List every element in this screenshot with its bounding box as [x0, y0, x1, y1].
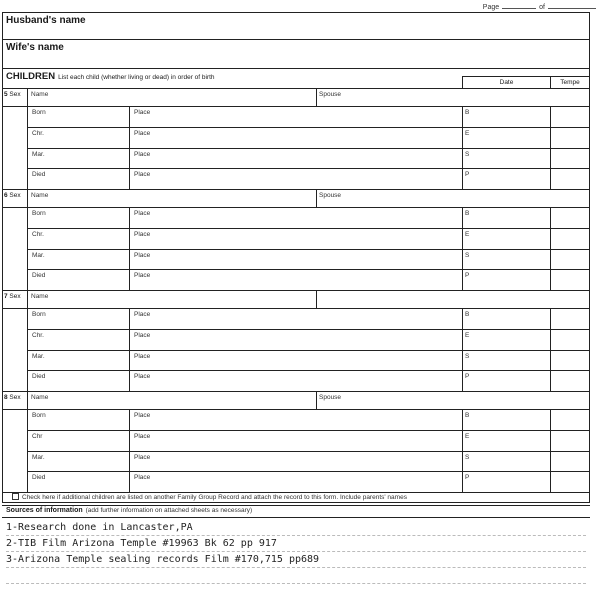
date-divider: [462, 208, 463, 229]
event-label: Born: [32, 109, 46, 116]
event-row-died[interactable]: [27, 169, 589, 190]
temple-code: B: [465, 311, 470, 318]
child-block-8: [3, 392, 589, 493]
page-label: Page: [482, 4, 500, 11]
event-row-mar[interactable]: [27, 351, 589, 372]
tempe-divider: [550, 431, 551, 452]
spouse-label: Spouse: [319, 91, 342, 98]
date-divider: [462, 472, 463, 493]
spouse-label: Spouse: [319, 394, 342, 401]
date-divider: [462, 229, 463, 250]
place-label: Place: [134, 251, 151, 259]
place-divider: [129, 431, 130, 452]
spouse-divider: [316, 291, 317, 309]
place-divider: [129, 149, 130, 170]
temple-code: P: [465, 171, 470, 179]
place-divider: [129, 250, 130, 271]
tempe-divider: [550, 250, 551, 271]
temple-code: S: [465, 453, 470, 461]
temple-code: B: [465, 210, 470, 217]
page-number-field[interactable]: [502, 1, 536, 9]
temple-code: S: [465, 352, 470, 360]
date-divider: [462, 149, 463, 170]
event-label: Chr: [32, 432, 43, 440]
place-label: Place: [134, 373, 151, 381]
event-row-born[interactable]: [27, 410, 589, 431]
place-divider: [129, 107, 130, 128]
place-label: Place: [134, 230, 151, 238]
tempe-divider: [550, 309, 551, 330]
event-label: Died: [32, 171, 46, 179]
tempe-divider: [550, 229, 551, 250]
event-label: Mar.: [32, 352, 45, 360]
date-divider: [462, 309, 463, 330]
event-row-chr[interactable]: [27, 431, 589, 452]
place-label: Place: [134, 453, 151, 461]
child-number-value: 5: [4, 91, 8, 98]
sex-label: Sex: [7, 293, 21, 300]
event-row-born[interactable]: [27, 309, 589, 330]
date-divider: [462, 169, 463, 190]
name-label: Name: [31, 293, 49, 300]
place-divider: [129, 208, 130, 229]
place-divider: [129, 351, 130, 372]
spouse-divider: [316, 392, 317, 410]
husband-row[interactable]: [3, 13, 589, 40]
place-label: Place: [134, 272, 151, 280]
children-instructions: List each child (whether living or dead) in order of birth: [58, 74, 215, 81]
name-label: Name: [31, 394, 49, 401]
date-divider: [462, 431, 463, 452]
tempe-divider: [550, 208, 551, 229]
children-label: CHILDREN: [6, 71, 56, 82]
tempe-divider: [550, 472, 551, 493]
place-label: Place: [134, 171, 151, 179]
event-row-mar[interactable]: [27, 250, 589, 271]
temple-code: E: [465, 331, 470, 339]
date-divider: [462, 330, 463, 351]
tempe-divider: [550, 452, 551, 473]
event-row-died[interactable]: [27, 270, 589, 291]
event-label: Died: [32, 272, 46, 280]
event-row-died[interactable]: [27, 371, 589, 392]
tempe-divider: [550, 351, 551, 372]
page-total-field[interactable]: [548, 1, 596, 9]
temple-code: S: [465, 251, 470, 259]
source-line[interactable]: 3-Arizona Temple sealing records Film #170,715 pp689: [6, 553, 586, 568]
temple-code: E: [465, 230, 470, 238]
event-row-mar[interactable]: [27, 149, 589, 170]
additional-children-checkbox[interactable]: [12, 493, 19, 500]
event-row-chr[interactable]: [27, 330, 589, 351]
event-row-chr[interactable]: [27, 229, 589, 250]
place-divider: [129, 309, 130, 330]
sources-instructions: (add further information on attached sheets as necessary): [85, 507, 253, 514]
temple-code: B: [465, 109, 470, 116]
of-label: of: [539, 4, 545, 11]
check-note-text: Check here if additional children are listed on another Family Group Record and attach the record to this form. Include parents' names: [22, 494, 407, 501]
sources-header: [2, 505, 590, 518]
place-label: Place: [134, 474, 151, 482]
place-divider: [129, 371, 130, 392]
child-name-row[interactable]: [3, 392, 589, 410]
event-label: Mar.: [32, 251, 45, 259]
place-label: Place: [134, 109, 151, 116]
place-divider: [129, 330, 130, 351]
temple-code: E: [465, 432, 470, 440]
children-title: [6, 71, 215, 82]
tempe-divider: [550, 270, 551, 291]
event-label: Born: [32, 311, 46, 318]
event-label: Died: [32, 474, 46, 482]
sex-label: Sex: [7, 91, 21, 98]
date-divider: [462, 452, 463, 473]
page-number-line: [483, 1, 596, 11]
spouse-divider: [316, 190, 317, 208]
child-name-row[interactable]: [3, 190, 589, 208]
place-divider: [129, 229, 130, 250]
tempe-column-header: Tempe: [550, 76, 589, 89]
child-number-value: 6: [4, 192, 8, 199]
tempe-divider: [550, 169, 551, 190]
date-divider: [462, 270, 463, 291]
family-group-form: [2, 12, 590, 503]
wife-row[interactable]: [3, 40, 589, 69]
tempe-divider: [550, 149, 551, 170]
child-name-row[interactable]: [3, 291, 589, 309]
temple-code: P: [465, 272, 470, 280]
place-label: Place: [134, 210, 151, 217]
temple-code: P: [465, 373, 470, 381]
source-line[interactable]: 1-Research done in Lancaster,PA: [6, 521, 586, 536]
place-label: Place: [134, 311, 151, 318]
name-label: Name: [31, 91, 49, 98]
event-label: Mar.: [32, 150, 45, 158]
date-divider: [462, 128, 463, 149]
tempe-divider: [550, 128, 551, 149]
place-label: Place: [134, 331, 151, 339]
place-label: Place: [134, 412, 151, 419]
child-number-value: 8: [4, 394, 8, 401]
event-row-born[interactable]: [27, 107, 589, 128]
tempe-divider: [550, 371, 551, 392]
husband-name-label: Husband's name: [6, 15, 86, 26]
temple-code: P: [465, 474, 470, 482]
event-label: Born: [32, 210, 46, 217]
sex-label: Sex: [7, 394, 21, 401]
place-divider: [129, 410, 130, 431]
date-divider: [462, 107, 463, 128]
temple-code: B: [465, 412, 470, 419]
children-header: [3, 69, 589, 89]
event-label: Chr.: [32, 230, 44, 238]
date-divider: [462, 410, 463, 431]
event-label: Chr.: [32, 129, 44, 137]
place-label: Place: [134, 150, 151, 158]
temple-code: S: [465, 150, 470, 158]
source-line[interactable]: 2-TIB Film Arizona Temple #19963 Bk 62 pp 917: [6, 537, 586, 552]
spouse-label: Spouse: [319, 192, 342, 199]
child-block-5: [3, 89, 589, 190]
event-row-died[interactable]: [27, 472, 589, 493]
tempe-divider: [550, 410, 551, 431]
additional-children-note: [12, 493, 407, 501]
place-divider: [129, 169, 130, 190]
place-label: Place: [134, 352, 151, 360]
child-number-value: 7: [4, 293, 8, 300]
event-row-mar[interactable]: [27, 452, 589, 473]
tempe-divider: [550, 330, 551, 351]
event-label: Died: [32, 373, 46, 381]
sex-label: Sex: [7, 192, 21, 199]
wife-name-label: Wife's name: [6, 42, 64, 53]
place-divider: [129, 128, 130, 149]
spouse-divider: [316, 89, 317, 107]
event-label: Mar.: [32, 453, 45, 461]
place-divider: [129, 270, 130, 291]
sources-label: Sources of information: [6, 507, 83, 514]
date-divider: [462, 351, 463, 372]
event-row-chr[interactable]: [27, 128, 589, 149]
tempe-divider: [550, 107, 551, 128]
place-label: Place: [134, 432, 151, 440]
place-divider: [129, 452, 130, 473]
place-divider: [129, 472, 130, 493]
event-row-born[interactable]: [27, 208, 589, 229]
event-label: Born: [32, 412, 46, 419]
source-line-blank[interactable]: [6, 569, 586, 584]
temple-code: E: [465, 129, 470, 137]
date-divider: [462, 371, 463, 392]
date-column-header: Date: [462, 76, 550, 89]
date-divider: [462, 250, 463, 271]
event-label: Chr.: [32, 331, 44, 339]
place-label: Place: [134, 129, 151, 137]
child-name-row[interactable]: [3, 89, 589, 107]
child-block-7: [3, 291, 589, 392]
name-label: Name: [31, 192, 49, 199]
child-block-6: [3, 190, 589, 291]
